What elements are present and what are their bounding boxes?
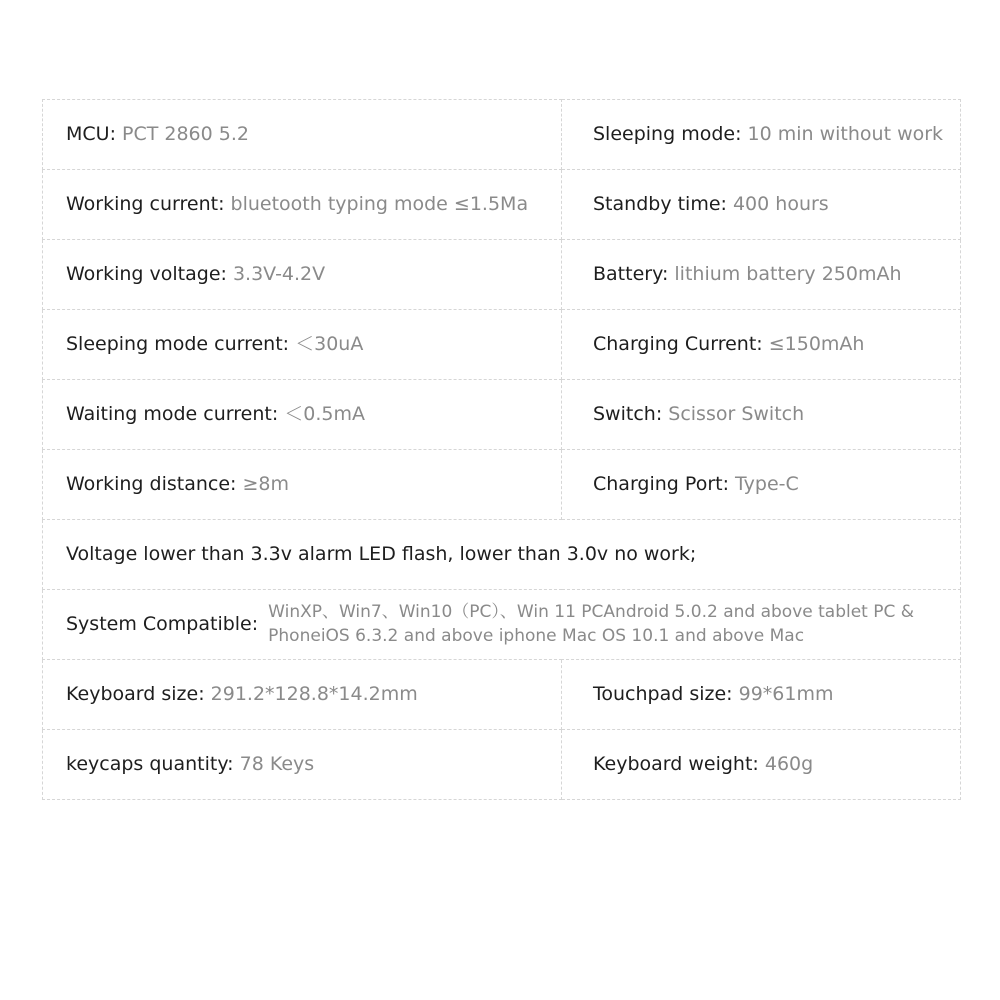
spec-cell-charging-port [562,450,961,520]
spec-cell-switch [562,380,961,450]
spec-label: Waiting mode current: [66,403,285,426]
spec-label: Standby time: [593,193,733,216]
spec-label: Working distance: [66,473,243,496]
spec-cell-voltage-note [43,520,961,590]
spec-row-sleeping-current [43,310,961,380]
spec-row-working-distance [43,450,961,520]
compatible-label: System Compatible: [66,613,259,636]
spec-value: lithium battery 250mAh [674,263,902,286]
spec-row-keycaps [43,730,961,800]
spec-value: 99*61mm [738,683,834,706]
spec-value: 3.3V-4.2V [232,263,326,286]
spec-value: PCT 2860 5.2 [122,123,249,146]
spec-label: Switch: [593,403,669,426]
spec-row-working-current [43,170,961,240]
spec-label: Working voltage: [66,263,233,286]
spec-cell-compatible [43,590,961,660]
spec-row-mcu [43,100,961,170]
spec-value: Scissor Switch [668,403,805,426]
spec-row-voltage-note [43,520,961,590]
spec-cell-battery [562,240,961,310]
spec-cell-charging-current [562,310,961,380]
spec-row-compatible [43,590,961,660]
spec-value: 400 hours [732,193,829,216]
spec-cell-keyboard-size [43,660,562,730]
spec-label: Sleeping mode current: [66,333,296,356]
spec-label: Touchpad size: [593,683,739,706]
spec-label: Working current: [66,193,231,216]
spec-value: ≥8m [242,473,290,496]
spec-row-keyboard-size [43,660,961,730]
spec-label: Battery: [593,263,675,286]
spec-cell-working-voltage [43,240,562,310]
spec-label: keycaps quantity: [66,753,240,776]
spec-row-working-voltage [43,240,961,310]
spec-cell-working-current [43,170,562,240]
spec-cell-sleeping-mode [562,100,961,170]
spec-label: Keyboard weight: [593,753,765,776]
spec-value: 291.2*128.8*14.2mm [210,683,418,706]
spec-cell-keyboard-weight [562,730,961,800]
spec-label: Keyboard size: [66,683,211,706]
spec-cell-sleeping-current [43,310,562,380]
compatible-value: WinXP、Win7、Win10（PC）、Win 11 PCAndroid 5.0.2 and above tablet PC & PhoneiOS 6.3.2 and above iphone Mac OS 10.1 and above Mac [268,602,915,646]
spec-cell-touchpad-size [562,660,961,730]
spec-value: Type-C [735,473,799,496]
spec-label: Sleeping mode: [593,123,748,146]
compatible-wrap [66,601,960,648]
spec-value: bluetooth typing mode ≤1.5Ma [230,193,529,216]
spec-cell-keycaps [43,730,562,800]
spec-value: 78 Keys [239,753,315,776]
spec-label: Charging Current: [593,333,769,356]
spec-label: MCU: [66,123,123,146]
spec-cell-working-distance [43,450,562,520]
spec-row-waiting-current [43,380,961,450]
spec-cell-waiting-current [43,380,562,450]
spec-value: ≤150mAh [768,333,865,356]
spec-cell-standby-time [562,170,961,240]
spec-value: ＜30uA [295,333,364,356]
spec-label: Charging Port: [593,473,736,496]
voltage-note: Voltage lower than 3.3v alarm LED flash, lower than 3.0v no work; [66,543,697,566]
spec-value: ＜0.5mA [284,403,366,426]
spec-value: 460g [764,753,814,776]
spec-cell-mcu [43,100,562,170]
spec-table [42,99,961,800]
spec-value: 10 min without work [747,123,944,146]
